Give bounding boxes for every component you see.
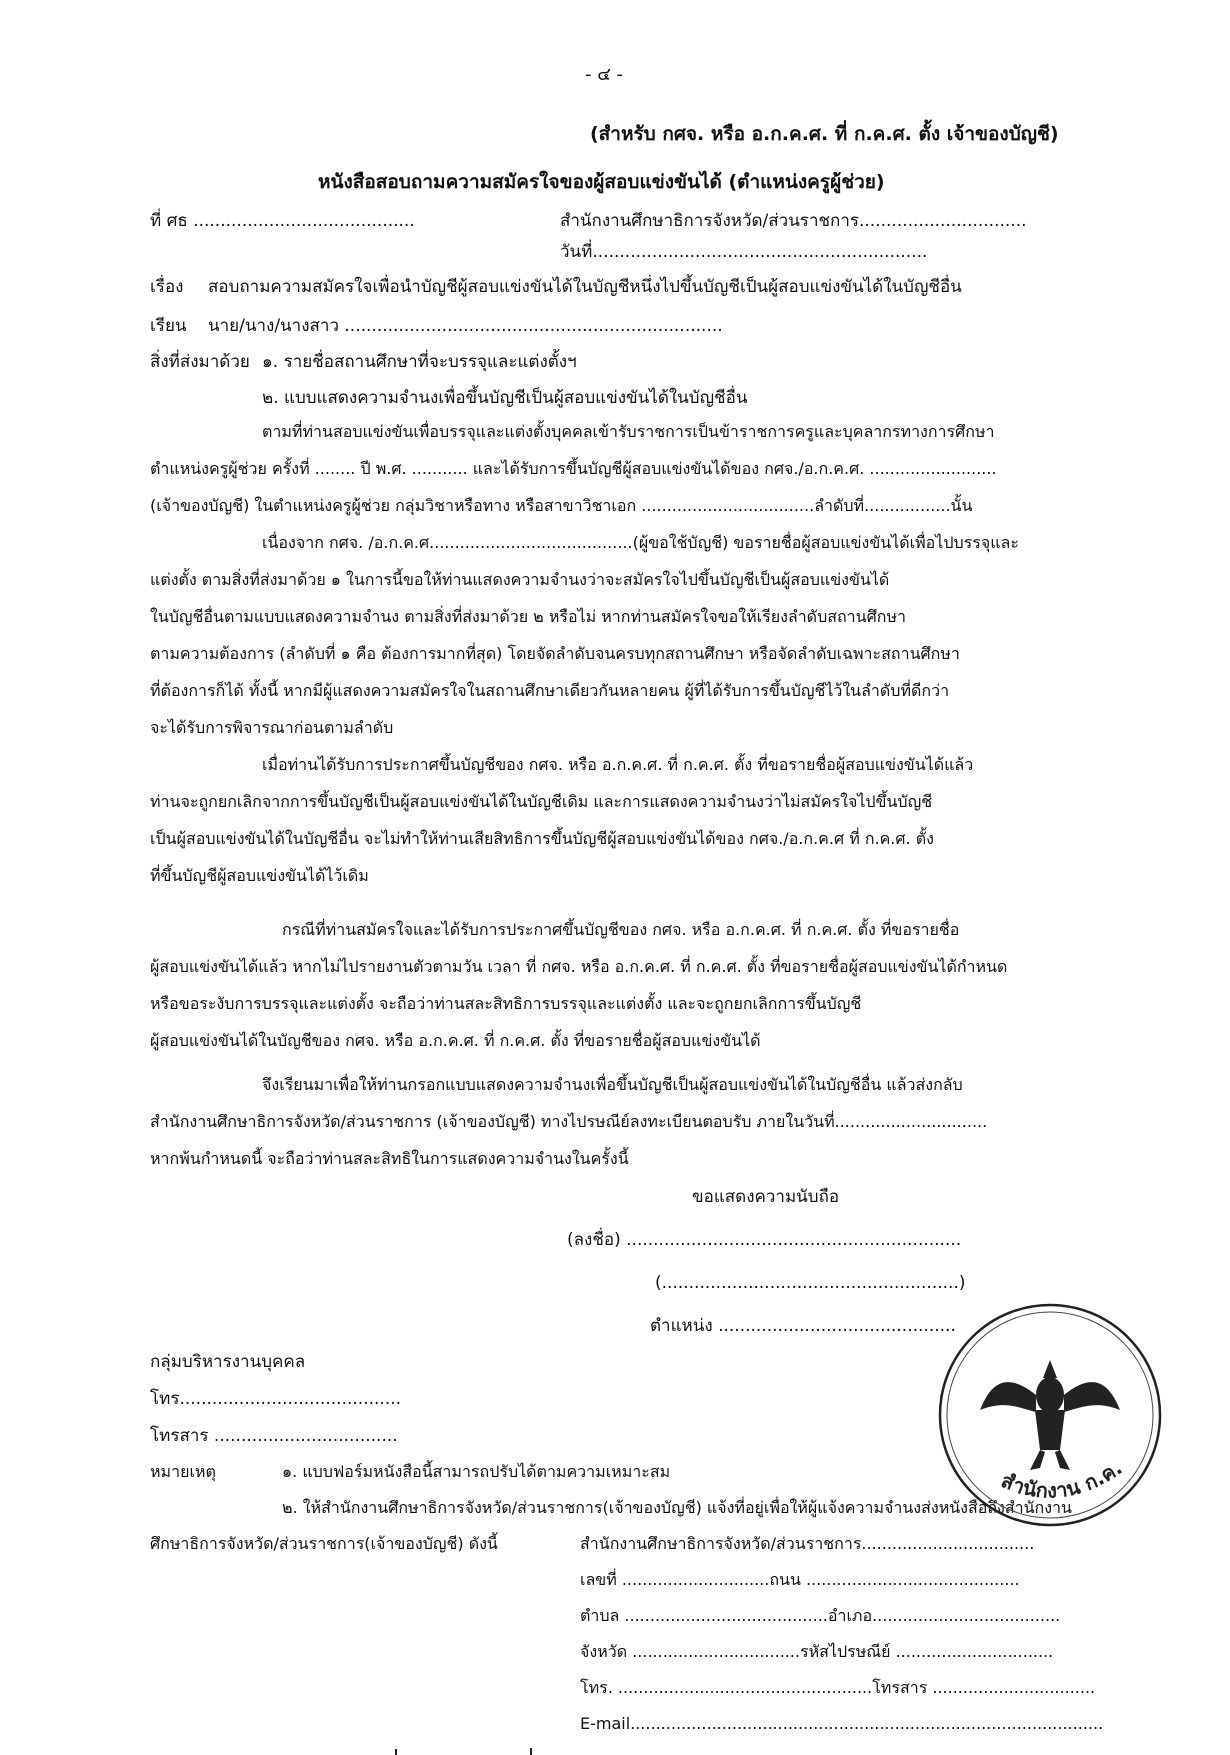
department-name: กลุ่มบริหารงานบุคคล — [150, 1352, 306, 1372]
body-line: เนื่องจาก กศจ. /อ.ก.ค.ศ........................................(ผู้ขอใช้บัญชี) ขอรายชื่อผู้สอบแข่งขันได้เพื่อไปบรรจุและ — [262, 533, 1019, 552]
page-number: - ๔ - — [585, 64, 624, 85]
body-line: ที่ขึ้นบัญชีผู้สอบแข่งขันได้ไว้เดิม — [150, 866, 369, 885]
address-tel: โทร. ..................................................โทรสาร ................................ — [580, 1678, 1096, 1697]
body-line: (เจ้าของบัญชี) ในตำแหน่งครูผู้ช่วย กลุ่มวิชาหรือทาง หรือสาขาวิชาเอก ..................................ลำดับที่.................นั้น — [150, 496, 973, 515]
body-line: ตามที่ท่านสอบแข่งขันเพื่อบรรจุและแต่งตั้งบุคคลเข้ารับราชการเป็นข้าราชการครูและบุคลากรทางการศึกษา — [262, 422, 995, 441]
enclosure-item-1: ๑. รายชื่อสถานศึกษาที่จะบรรจุและแต่งตั้งฯ — [262, 352, 577, 372]
address-tambon: ตำบล ........................................อำเภอ..................................... — [580, 1606, 1061, 1625]
page-edge-mark — [530, 1748, 532, 1755]
body-line: หากพ้นกำหนดนี้ จะถือว่าท่านสละสิทธิในการแสดงความจำนงในครั้งนี้ — [150, 1149, 629, 1168]
body-line: ตามความต้องการ (ลำดับที่ ๑ คือ ต้องการมากที่สุด) โดยจัดลำดับจนครบทุกสถานศึกษา หรือจัดลำดับเฉพาะสถานศึกษา — [150, 644, 960, 663]
signer-position-line: ตำแหน่ง ............................................ — [650, 1316, 956, 1336]
signer-name-line: (.......................................................) — [655, 1273, 966, 1293]
department-fax: โทรสาร .................................. — [150, 1426, 398, 1446]
body-line: ที่ต้องการก็ได้ ทั้งนี้ หากมีผู้แสดงความสมัครใจในสถานศึกษาเดียวกันหลายคน ผู้ที่ได้รับการขึ้นบัญชีไว้ในลำดับที่ดีกว่า — [150, 681, 950, 700]
stamp-text: สำนักงาน ก.ค. — [997, 1455, 1127, 1503]
body-line: เป็นผู้สอบแข่งขันได้ในบัญชีอื่น จะไม่ทำให้ท่านเสียสิทธิการขึ้นบัญชีผู้สอบแข่งขันได้ของ กศจ./อ.ก.ค.ศ ที่ ก.ค.ศ. ตั้ง — [150, 829, 934, 848]
document-title: หนังสือสอบถามความสมัครใจของผู้สอบแข่งขันได้ (ตำแหน่งครูผู้ช่วย) — [318, 171, 885, 193]
body-line: ตำแหน่งครูผู้ช่วย ครั้งที่ ........ ปี พ.ศ. ........... และได้รับการขึ้นบัญชีผู้สอบแข่งขันได้ของ กศจ./อ.ก.ค.ศ. ......................... — [150, 459, 997, 478]
signature-line: (ลงชื่อ) .............................................................. — [567, 1230, 962, 1250]
body-line: กรณีที่ท่านสมัครใจและได้รับการประกาศขึ้นบัญชีของ กศจ. หรือ อ.ก.ค.ศ. ที่ ก.ค.ศ. ตั้ง ที่ขอรายชื่อ — [282, 920, 960, 939]
department-tel: โทร......................................... — [150, 1389, 402, 1409]
enclosure-item-2: ๒. แบบแสดงความจำนงเพื่อขึ้นบัญชีเป็นผู้สอบแข่งขันได้ในบัญชีอื่น — [262, 388, 748, 408]
address-office: สำนักงานศึกษาธิการจังหวัด/ส่วนราชการ.................................. — [580, 1534, 1035, 1553]
remark-item-2-continued: ศึกษาธิการจังหวัด/ส่วนราชการ(เจ้าของบัญชี) ดังนี้ — [150, 1534, 498, 1553]
remark-label: หมายเหตุ — [150, 1462, 216, 1481]
body-line: จึงเรียนมาเพื่อให้ท่านกรอกแบบแสดงความจำนงเพื่อขึ้นบัญชีเป็นผู้สอบแข่งขันได้ในบัญชีอื่น แล้วส่งกลับ — [262, 1075, 963, 1094]
subject-label: เรื่อง — [150, 277, 184, 297]
body-line: สำนักงานศึกษาธิการจังหวัด/ส่วนราชการ (เจ้าของบัญชี) ทางไปรษณีย์ลงทะเบียนตอบรับ ภายในวันที่.............................. — [150, 1112, 988, 1131]
remark-item-1: ๑. แบบฟอร์มหนังสือนี้สามารถปรับได้ตามความเหมาะสม — [282, 1462, 671, 1481]
recipient-label: เรียน — [150, 316, 187, 336]
body-line: จะได้รับการพิจารณาก่อนตามลำดับ — [150, 718, 394, 737]
remark-item-2: ๒. ให้สำนักงานศึกษาธิการจังหวัด/ส่วนราชการ(เจ้าของบัญชี) แจ้งที่อยู่เพื่อให้ผู้แจ้งความจำนงส่งหนังสือถึงสำนักงาน — [282, 1498, 1072, 1517]
enclosure-label: สิ่งที่ส่งมาด้วย — [150, 352, 250, 372]
closing-phrase: ขอแสดงความนับถือ — [692, 1187, 840, 1207]
document-date: วันที่.............................................................. — [560, 242, 928, 262]
issuing-office: สำนักงานศึกษาธิการจังหวัด/ส่วนราชการ............................... — [560, 211, 1027, 231]
subject-text: สอบถามความสมัครใจเพื่อนำบัญชีผู้สอบแข่งขันได้ในบัญชีหนึ่งไปขึ้นบัญชีเป็นผู้สอบแข่งขันได้ในบัญชีอื่น — [208, 277, 962, 297]
body-line: เมื่อท่านได้รับการประกาศขึ้นบัญชีของ กศจ. หรือ อ.ก.ค.ศ. ที่ ก.ค.ศ. ตั้ง ที่ขอรายชื่อผู้สอบแข่งขันได้แล้ว — [262, 755, 974, 774]
address-province: จังหวัด .................................รหัสไปรษณีย์ ............................... — [580, 1642, 1054, 1661]
body-line: ผู้สอบแข่งขันได้ในบัญชีของ กศจ. หรือ อ.ก.ค.ศ. ที่ ก.ค.ศ. ตั้ง ที่ขอรายชื่อผู้สอบแข่งขันได้ — [150, 1031, 761, 1050]
body-line: แต่งตั้ง ตามสิ่งที่ส่งมาด้วย ๑ ในการนี้ขอให้ท่านแสดงความจำนงว่าจะสมัครใจไปขึ้นบัญชีเป็นผู้สอบแข่งขันได้ — [150, 570, 890, 589]
page-edge-mark — [395, 1749, 397, 1755]
recipient-text: นาย/นาง/นางสาว ...................................................................... — [208, 316, 723, 336]
body-line: ท่านจะถูกยกเลิกจากการขึ้นบัญชีเป็นผู้สอบแข่งขันได้ในบัญชีเดิม และการแสดงความจำนงว่าไม่สมัครใจไปขึ้นบัญชี — [150, 792, 933, 811]
official-seal-stamp — [935, 1300, 1165, 1530]
address-number: เลขที่ .............................ถนน .......................................... — [580, 1570, 1020, 1589]
body-line: ผู้สอบแข่งขันได้แล้ว หากไม่ไปรายงานตัวตามวัน เวลา ที่ กศจ. หรือ อ.ก.ค.ศ. ที่ ก.ค.ศ. ตั้ง ที่ขอรายชื่อผู้สอบแข่งขันได้กำหนด — [150, 957, 1008, 976]
reference-number: ที่ ศธ ......................................... — [150, 211, 415, 231]
garuda-emblem-icon — [935, 1300, 1165, 1530]
body-line: หรือขอระงับการบรรจุและแต่งตั้ง จะถือว่าท่านสละสิทธิการบรรจุและแต่งตั้ง และจะถูกยกเลิกการขึ้นบัญชี — [150, 994, 862, 1013]
address-email: E-mail............................................................................................. — [580, 1714, 1104, 1733]
body-line: ในบัญชีอื่นตามแบบแสดงความจำนง ตามสิ่งที่ส่งมาด้วย ๒ หรือไม่ หากท่านสมัครใจขอให้เรียงลำดับสถานศึกษา — [150, 607, 906, 626]
header-note: (สำหรับ กศจ. หรือ อ.ก.ค.ศ. ที่ ก.ค.ศ. ตั้ง เจ้าของบัญชี) — [590, 123, 1059, 145]
